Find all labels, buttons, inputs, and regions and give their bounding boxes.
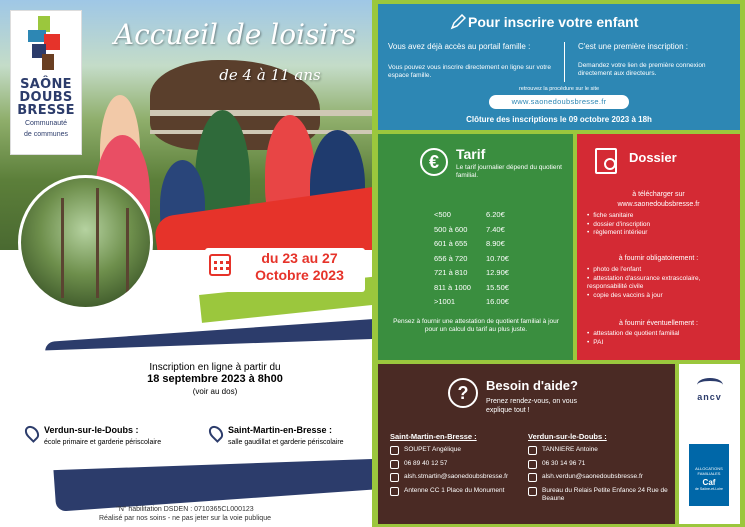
tarif-table (434, 208, 534, 310)
price: 12.90€ (486, 268, 509, 277)
calendar-icon (209, 254, 231, 276)
flyer-title: Accueil de loisirs (113, 18, 357, 51)
optional-heading: à fournir éventuellement : (619, 320, 698, 327)
quotient-range: 721 à 810 (434, 268, 468, 277)
first-signup-text: Demandez votre lien de première connexion directement aux directeurs. (578, 62, 706, 77)
phone-icon (528, 460, 537, 469)
location-pin-icon (206, 423, 226, 443)
tree-trunk (61, 198, 64, 298)
phone-icon (390, 460, 399, 469)
phone-number[interactable]: 06 89 40 12 57 (404, 459, 448, 467)
logo-sub-2: de communes (24, 131, 68, 138)
logo-name-1: SAÔNE (20, 77, 72, 92)
contact-phone (528, 460, 668, 469)
bird-icon (697, 378, 723, 392)
download-list (587, 212, 737, 238)
flyer-front (0, 0, 372, 527)
price: 15.50€ (486, 282, 509, 292)
partner-logos (679, 364, 740, 524)
dossier-panel (577, 134, 740, 360)
contact-heading: Saint-Martin-en-Bresse : (390, 432, 477, 441)
download-url[interactable]: www.saonedoubsbresse.fr (617, 201, 700, 208)
quotient-range: 656 à 720 (434, 253, 468, 263)
contact-person (390, 446, 530, 455)
logo-sub-1: Communauté (24, 120, 68, 127)
location-saint-martin (210, 425, 370, 455)
address: Antenne CC 1 Place du Monument (404, 486, 505, 494)
logo-name-3: BRESSE (17, 103, 75, 118)
tarif-row (434, 281, 534, 296)
date-line-1: du 23 au 27 (261, 250, 338, 266)
inscription-panel (378, 4, 740, 130)
tarif-title: Tarif (456, 146, 486, 162)
quotient-range: >1001 (434, 297, 456, 306)
inscription-date: 18 septembre 2023 à 8h00 (147, 373, 283, 385)
contact-email (390, 473, 530, 482)
location-desc: salle gaudillat et garderie périscolaire (228, 439, 344, 446)
contact-person (528, 446, 668, 455)
location-desc: école primaire et garderie périscolaire (44, 439, 162, 446)
tarif-desc: Le tarif journalier dépend du quotient familial. (456, 164, 562, 179)
portal-text: Vous pouvez vous inscrire directement en ligne sur votre espace famille. (388, 64, 551, 79)
tarif-row (434, 208, 534, 223)
tarif-row (434, 295, 534, 310)
ancv-text: ancv (697, 392, 722, 402)
tree-trunk (96, 188, 99, 298)
contact-saint-martin (390, 432, 530, 500)
tarif-panel (378, 134, 573, 360)
closing-date: Clôture des inscriptions le 09 octobre 2023 à 18h (466, 115, 652, 124)
optional-list (587, 330, 737, 347)
tarif-row (434, 237, 534, 252)
logo-name-2: DOUBS (19, 90, 73, 105)
location-pin-icon (528, 487, 537, 496)
flyer-back (372, 0, 745, 527)
phone-number[interactable]: 06 30 14 96 71 (542, 459, 586, 467)
required-list (587, 266, 737, 300)
tarif-row (434, 252, 534, 267)
location-pin-icon (390, 487, 399, 496)
required-heading: à fournir obligatoirement : (618, 255, 699, 262)
email-icon (390, 473, 399, 482)
fence-rail (150, 110, 372, 116)
caf-logo (689, 444, 729, 506)
portal-heading: Vous avez déjà accès au portail famille : (388, 42, 531, 51)
contact-name: TANNIERE Antoine (542, 446, 598, 453)
contact-address (390, 487, 530, 496)
contact-heading: Verdun-sur-le-Doubs : (528, 432, 607, 441)
logo-mark (26, 16, 66, 72)
price: 10.70€ (486, 253, 509, 263)
treetop-photo (18, 175, 153, 310)
date-line-2: Octobre 2023 (255, 267, 344, 283)
price: 7.40€ (486, 224, 505, 234)
first-signup-heading: C'est une première inscription : (578, 42, 689, 51)
list-item: • règlement intérieur (587, 229, 737, 238)
dossier-title: Dossier (629, 150, 677, 165)
location-name: Verdun-sur-le-Doubs : (44, 425, 139, 435)
list-item: • PAI (587, 339, 737, 348)
location-name: Saint-Martin-en-Bresse : (228, 425, 333, 435)
list-item: • copie des vaccins à jour (587, 292, 737, 301)
price: 6.20€ (486, 210, 505, 219)
inscription-line-1: Inscription en ligne à partir du (149, 362, 281, 373)
tree-trunk (126, 208, 129, 298)
quotient-range: <500 (434, 210, 451, 219)
ancv-logo (687, 378, 732, 402)
tarif-row (434, 223, 534, 238)
tarif-row (434, 266, 534, 281)
email-address[interactable]: alsh.stmartin@saonedoubsbresse.fr (404, 473, 509, 480)
list-item: • photo de l'enfant (587, 266, 737, 275)
contact-email (528, 473, 668, 482)
list-item: • dossier d'inscription (587, 221, 737, 230)
email-address[interactable]: alsh.verdun@saonedoubsbresse.fr (542, 473, 643, 480)
inscription-see-back: (voir au dos) (192, 387, 238, 396)
person-icon (528, 446, 537, 455)
download-heading: à télécharger sur (632, 191, 685, 198)
help-subtitle: Prenez rendez-vous, on vous explique tout ! (486, 398, 578, 414)
location-pin-icon (22, 423, 42, 443)
tarif-note: Pensez à fournir une attestation de quotient familial à jour pour un calcul du tarif au plus juste. (393, 318, 559, 333)
caf-text-2: Caf (702, 478, 716, 487)
list-item: • fiche sanitaire (587, 212, 737, 221)
caf-text-1: ALLOCATIONS FAMILIALES (695, 466, 723, 476)
inscription-title: Pour inscrire votre enfant (468, 14, 639, 30)
person-icon (390, 446, 399, 455)
inscription-notice (80, 362, 350, 396)
quotient-range: 601 à 655 (434, 239, 468, 248)
location-verdun (26, 425, 196, 455)
saone-doubs-bresse-logo (10, 10, 82, 155)
email-icon (528, 473, 537, 482)
price: 8.90€ (486, 239, 505, 248)
pencil-icon (450, 14, 466, 30)
procedure-text: retrouvez la procédure sur le site (518, 86, 600, 92)
habilitation-text: "N" habilitation DSDEN : 0710365CL000123 (116, 506, 254, 513)
euro-icon: € (420, 148, 448, 176)
date-range (237, 250, 362, 284)
contact-address (528, 487, 668, 504)
price: 16.00€ (486, 297, 509, 306)
quotient-range: 811 à 1000 (434, 282, 471, 292)
address: Bureau du Relais Petite Enfance 24 Rue de Beaune (542, 486, 668, 502)
question-bubble-icon: ? (448, 378, 478, 408)
help-panel (378, 364, 675, 524)
divider (564, 42, 565, 82)
date-box (205, 248, 365, 292)
caf-text-3: de Saône-et-Loire (694, 487, 724, 491)
quotient-range: 500 à 600 (434, 224, 468, 234)
document-search-icon (595, 148, 617, 174)
footer-note (70, 505, 300, 523)
list-item: • attestation de quotient familial (587, 330, 737, 339)
contact-name: SOUPET Angélique (404, 446, 461, 453)
flyer-subtitle: de 4 à 11 ans (219, 66, 321, 84)
list-item: • attestation d'assurance extrascolaire, responsabilité civile (587, 275, 737, 292)
disclaimer-text: Réalisé par nos soins - ne pas jeter sur la voie publique (99, 515, 271, 522)
contact-verdun (528, 432, 668, 509)
help-title: Besoin d'aide? (486, 378, 578, 393)
contact-phone (390, 460, 530, 469)
website-link[interactable]: www.saonedoubsbresse.fr (489, 95, 629, 109)
